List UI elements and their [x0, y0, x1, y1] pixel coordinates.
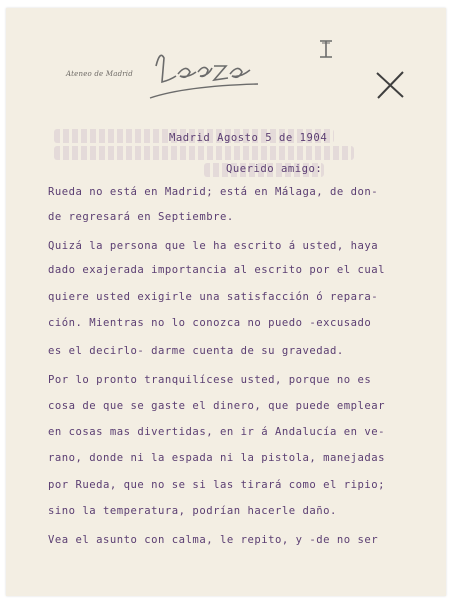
body-line: quiere usted exigirle una satisfacción ó repara-	[48, 291, 379, 303]
body-line: ción. Mientras no lo conozca no puedo -excusado	[48, 317, 372, 329]
pencil-cross-mark	[374, 70, 406, 100]
body-line: Quizá la persona que le ha escrito á usted, haya	[48, 240, 379, 252]
salutation: Querido amigo:	[226, 163, 323, 175]
pencil-roman-numeral	[316, 38, 336, 60]
body-line: Por lo pronto tranquilícese usted, porque no es	[48, 374, 372, 386]
pencil-signature-leaza	[146, 36, 266, 106]
body-line: en cosas mas divertidas, en ir á Andalucía en ve-	[48, 426, 386, 438]
body-line: sino la temperatura, podrían hacerle daño.	[48, 505, 337, 517]
body-line: por Rueda, que no se si las tirará como el ripio;	[48, 479, 386, 491]
letter-page	[6, 8, 446, 596]
body-line: de regresará en Septiembre.	[48, 211, 234, 223]
body-line: dado exajerada importancia al escrito por el cual	[48, 264, 386, 276]
body-line: cosa de que se gaste el dinero, que puede emplear	[48, 400, 386, 412]
body-line: es el decirlo- darme cuenta de su gravedad.	[48, 345, 344, 357]
letterhead: Ateneo de Madrid	[66, 70, 133, 78]
body-line: Vea el asunto con calma, le repito, y -de no ser	[48, 534, 379, 546]
dateline: Madrid Agosto 5 de 1904	[169, 132, 328, 144]
body-line: rano, donde ni la espada ni la pistola, manejadas	[48, 452, 386, 464]
body-line: Rueda no está en Madrid; está en Málaga, de don-	[48, 186, 379, 198]
